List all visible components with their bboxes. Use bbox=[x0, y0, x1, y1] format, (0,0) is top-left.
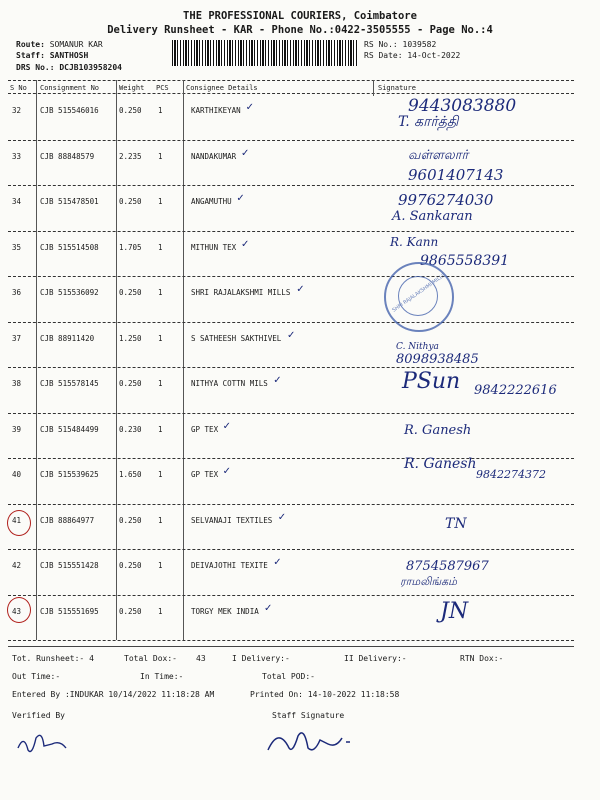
in-time: In Time:- bbox=[140, 672, 184, 681]
route-value: SOMANUR KAR bbox=[49, 40, 103, 49]
row-consignment-no: CJB 515514508 bbox=[40, 242, 99, 252]
ii-delivery: II Delivery:- bbox=[344, 654, 407, 663]
rs-date-value: 14-Oct-2022 bbox=[407, 51, 461, 60]
drs-value: DCJB103958204 bbox=[59, 63, 122, 72]
table-row bbox=[0, 324, 600, 370]
check-mark-icon: ✓ bbox=[222, 420, 231, 432]
signature-text: 9443083880 bbox=[408, 96, 517, 116]
row-weight: 0.250 bbox=[119, 379, 142, 388]
i-delivery: I Delivery:- bbox=[232, 654, 290, 663]
check-mark-icon: ✓ bbox=[287, 329, 296, 341]
row-consignment-no: CJB 515539625 bbox=[40, 470, 99, 479]
row-weight: 0.250 bbox=[119, 106, 142, 115]
row-sno: 33 bbox=[12, 151, 22, 161]
row-separator bbox=[8, 276, 574, 277]
check-mark-icon: ✓ bbox=[236, 193, 245, 204]
table-row bbox=[0, 506, 600, 552]
row-separator bbox=[8, 640, 574, 641]
row-consignment-no: CJB 88848579 bbox=[40, 151, 95, 161]
header-rule bbox=[8, 93, 574, 94]
row-sno: 37 bbox=[12, 333, 22, 343]
row-sno: 41 bbox=[12, 515, 22, 525]
total-dox-value: 43 bbox=[196, 654, 206, 663]
row-consignee: GP TEX bbox=[191, 470, 219, 479]
company-stamp bbox=[384, 262, 454, 332]
printed-on: Printed On: 14-10-2022 11:18:58 bbox=[250, 690, 400, 699]
row-sno: 43 bbox=[12, 606, 22, 616]
row-consignee: KARTHIKEYAN bbox=[191, 106, 241, 115]
row-consignment-no: CJB 515546016 bbox=[40, 106, 99, 115]
row-weight: 0.250 bbox=[119, 197, 142, 206]
row-consignment-no: CJB 515484499 bbox=[40, 424, 99, 434]
row-pcs: 1 bbox=[158, 515, 163, 525]
row-pcs: 1 bbox=[158, 379, 163, 388]
table-row bbox=[0, 187, 600, 233]
row-consignee: TORGY MEK INDIA bbox=[191, 606, 259, 616]
row-weight: 0.250 bbox=[119, 606, 142, 616]
row-separator bbox=[8, 549, 574, 550]
row-consignment-no: CJB 88864977 bbox=[40, 515, 95, 525]
col-weight: Weight bbox=[119, 84, 145, 92]
row-consignee: NITHYA COTTN MILS bbox=[191, 379, 268, 388]
row-consignee: MITHUN TEX bbox=[191, 242, 237, 252]
row-sno: 34 bbox=[12, 197, 22, 206]
row-consignee: GP TEX bbox=[191, 424, 219, 434]
table-row bbox=[0, 415, 600, 461]
tot-runsheet: Tot. Runsheet:- 4 bbox=[12, 654, 94, 663]
row-pcs: 1 bbox=[158, 333, 163, 343]
table-row bbox=[0, 278, 600, 324]
table-row bbox=[0, 597, 600, 643]
staff-signature-label: Staff Signature bbox=[272, 711, 345, 720]
col-consignee: Consignee Details bbox=[186, 84, 258, 92]
row-consignment-no: CJB 515551428 bbox=[40, 561, 99, 570]
total-pod: Total POD:- bbox=[262, 672, 315, 681]
row-41-circle-mark bbox=[7, 510, 31, 536]
page-subtitle: Delivery Runsheet - KAR - Phone No.:0422-3505555 - Page No.:4 bbox=[107, 24, 493, 36]
signature-text: JN bbox=[440, 598, 469, 624]
barcode bbox=[172, 40, 358, 66]
staff-handwritten-signature bbox=[262, 722, 362, 762]
row-sno: 40 bbox=[12, 470, 22, 479]
route-line bbox=[16, 40, 103, 49]
row-weight: 0.230 bbox=[119, 424, 142, 434]
footer-rule bbox=[8, 646, 574, 647]
row-consignee: SHRI RAJALAKSHMI MILLS bbox=[191, 288, 291, 297]
row-pcs: 1 bbox=[158, 151, 163, 161]
row-consignment-no: CJB 515578145 bbox=[40, 379, 99, 388]
table-row bbox=[0, 96, 600, 142]
col-divider bbox=[373, 80, 374, 96]
check-mark-icon: ✓ bbox=[241, 147, 250, 159]
verifier-signature bbox=[14, 726, 74, 760]
table-row bbox=[0, 456, 600, 506]
check-mark-icon: ✓ bbox=[222, 466, 231, 477]
row-separator bbox=[8, 322, 574, 323]
total-dox-label: Total Dox:- bbox=[124, 654, 177, 663]
rs-date-line bbox=[364, 51, 460, 60]
rs-no-value: 1039582 bbox=[402, 40, 437, 49]
row-sno: 32 bbox=[12, 106, 22, 115]
signature-text: R. Ganesh bbox=[404, 456, 477, 472]
row-weight: 1.705 bbox=[119, 242, 142, 252]
row-consignment-no: CJB 515536092 bbox=[40, 288, 99, 297]
row-pcs: 1 bbox=[158, 424, 163, 434]
row-pcs: 1 bbox=[158, 561, 163, 570]
stamp-text: SHRI RAJALAKSHMI MILLS bbox=[391, 272, 447, 314]
signature-text: TN bbox=[445, 515, 467, 532]
signature-text: 9842274372 bbox=[476, 468, 546, 481]
staff-value: SANTHOSH bbox=[49, 51, 89, 60]
row-separator bbox=[8, 595, 574, 596]
check-mark-icon: ✓ bbox=[296, 284, 305, 295]
drs-label: DRS No.: bbox=[16, 63, 55, 72]
check-mark-icon: ✓ bbox=[273, 375, 282, 386]
row-separator bbox=[8, 458, 574, 459]
row-pcs: 1 bbox=[158, 106, 163, 115]
check-mark-icon: ✓ bbox=[264, 602, 273, 614]
rtn-dox: RTN Dox:- bbox=[460, 654, 504, 663]
row-weight: 0.250 bbox=[119, 561, 142, 570]
row-sno: 39 bbox=[12, 424, 22, 434]
staff-label: Staff: bbox=[16, 51, 45, 60]
row-separator bbox=[8, 231, 574, 232]
signature-text: A. Sankaran bbox=[392, 209, 473, 224]
row-weight: 1.250 bbox=[119, 333, 142, 343]
rs-no-line bbox=[364, 40, 436, 49]
row-separator bbox=[8, 504, 574, 505]
signature-text: 8754587967 bbox=[406, 559, 489, 574]
rs-date-label: RS Date: bbox=[364, 51, 403, 60]
row-sno: 36 bbox=[12, 288, 22, 297]
signature-text: 9601407143 bbox=[408, 165, 504, 184]
row-pcs: 1 bbox=[158, 470, 163, 479]
signature-text: R. Kann bbox=[390, 234, 439, 249]
page-title: THE PROFESSIONAL COURIERS, Coimbatore bbox=[183, 10, 417, 22]
row-separator bbox=[8, 367, 574, 368]
row-weight: 2.235 bbox=[119, 151, 142, 161]
row-consignment-no: CJB 515478501 bbox=[40, 197, 99, 206]
row-43-circle-mark bbox=[7, 597, 31, 623]
entered-by: Entered By :INDUKAR 10/14/2022 11:18:28 AM bbox=[12, 690, 215, 699]
table-row bbox=[0, 233, 600, 279]
signature-text: ராமலிங்கம் bbox=[400, 575, 458, 588]
row-consignee: S SATHEESH SAKTHIVEL bbox=[191, 333, 282, 343]
row-weight: 0.250 bbox=[119, 515, 142, 525]
signature-text: R. Ganesh bbox=[404, 422, 472, 438]
signature-text: 8098938485 bbox=[396, 351, 479, 367]
signature-text: T. கார்த்தி bbox=[398, 114, 459, 130]
rs-no-label: RS No.: bbox=[364, 40, 398, 49]
route-label: Route: bbox=[16, 40, 45, 49]
table-top-rule bbox=[8, 80, 574, 81]
row-consignee: NANDAKUMAR bbox=[191, 151, 237, 161]
check-mark-icon: ✓ bbox=[277, 511, 287, 523]
out-time: Out Time:- bbox=[12, 672, 61, 681]
row-consignee: DEIVAJOTHI TEXITE bbox=[191, 561, 268, 570]
row-sno: 38 bbox=[12, 379, 22, 388]
drs-line bbox=[16, 63, 122, 72]
col-sno: S No bbox=[10, 84, 27, 92]
signature-text: வள்ளலார் bbox=[408, 147, 469, 163]
staff-line bbox=[16, 51, 88, 60]
signature-text: 9976274030 bbox=[398, 191, 494, 209]
row-sno: 35 bbox=[12, 242, 22, 252]
signature-text: 9842222616 bbox=[474, 383, 557, 398]
row-pcs: 1 bbox=[158, 288, 163, 297]
row-weight: 1.650 bbox=[119, 470, 142, 479]
row-sno: 42 bbox=[12, 561, 22, 570]
col-pcs: PCS bbox=[156, 84, 169, 92]
row-separator bbox=[8, 413, 574, 414]
table-row bbox=[0, 369, 600, 415]
check-mark-icon: ✓ bbox=[245, 102, 254, 113]
table-row bbox=[0, 142, 600, 188]
row-weight: 0.250 bbox=[119, 288, 142, 297]
row-consignee: ANGAMUTHU bbox=[191, 197, 232, 206]
row-separator bbox=[8, 140, 574, 141]
row-pcs: 1 bbox=[158, 606, 163, 616]
signature-text: 9865558391 bbox=[420, 252, 510, 269]
verified-by: Verified By bbox=[12, 711, 65, 720]
row-pcs: 1 bbox=[158, 242, 163, 252]
row-pcs: 1 bbox=[158, 197, 163, 206]
signature-text: PSun bbox=[402, 369, 461, 394]
col-consignment: Consignment No bbox=[40, 84, 100, 92]
check-mark-icon: ✓ bbox=[273, 557, 282, 568]
row-consignee: SELVANAJI TEXTILES bbox=[191, 515, 273, 525]
signature-text: C. Nithya bbox=[396, 341, 439, 352]
row-consignment-no: CJB 88911420 bbox=[40, 333, 95, 343]
row-consignment-no: CJB 515551695 bbox=[40, 606, 99, 616]
col-signature: Signature bbox=[378, 84, 416, 92]
table-row bbox=[0, 551, 600, 597]
check-mark-icon: ✓ bbox=[241, 238, 250, 250]
row-separator bbox=[8, 185, 574, 186]
